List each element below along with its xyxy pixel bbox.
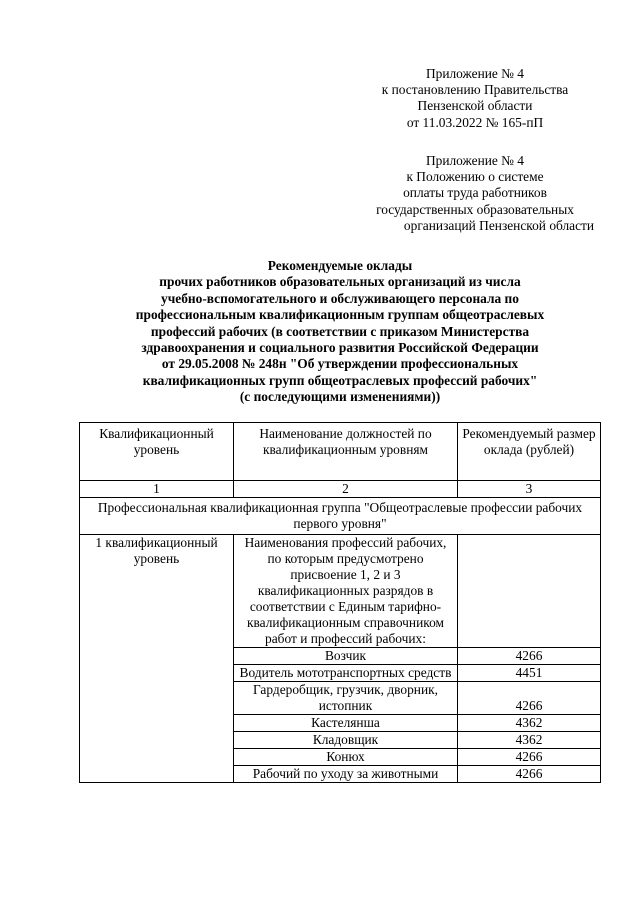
heading-line: квалификационных групп общеотраслевых профессий рабочих" [142,372,538,388]
position-name: Гардеробщик, грузчик, дворник, истопник [234,682,458,715]
position-intro: Наименования профессий рабочих, по которым предусмотрено присвоение 1, 2 и 3 квалификационных разрядов в соответствии с Единым тарифно-квалификационным справочником работ и профессий рабочих: [234,535,458,648]
header-position: Наименование должностей по квалификационным уровням [234,423,458,481]
qualification-level: 1 квалификационный уровень [80,535,234,783]
heading-line: от 29.05.2008 № 248н "Об утверждении профессиональных [161,356,519,372]
salary-value: 4266 [458,766,601,783]
appendix-line: государственных образовательных [376,201,574,217]
salary-value: 4451 [458,665,601,682]
position-name: Рабочий по уходу за животными [234,766,458,783]
salary-table-header [79,422,601,481]
position-name: Кастелянша [234,715,458,732]
column-number: 1 [80,481,234,498]
position-name: Конюх [234,749,458,766]
appendix-line: от 11.03.2022 № 165-пП [406,114,544,130]
salary-value: 4266 [458,682,601,715]
appendix-line: Приложение № 4 [425,153,525,168]
heading-line: прочих работников образовательных организаций из числа [159,274,521,290]
heading-line: Рекомендуемые оклады [267,258,413,273]
column-number: 3 [458,481,601,498]
position-name: Возчик [234,648,458,665]
appendix-line: Пензенской области [417,98,533,114]
appendix-line: оплаты труда работников [403,185,547,201]
group-row [80,498,601,535]
position-name: Водитель мототранспортных средств [234,665,458,682]
salary-value: 4266 [458,749,601,766]
heading-line: здравоохранения и социального развития Российской Федерации [141,340,539,356]
header-level: Квалификационный уровень [80,423,234,481]
heading-line: профессиональным квалификационным группам общеотраслевых [135,307,545,323]
column-number: 2 [234,481,458,498]
salary-table [79,480,601,783]
appendix-reference-resolution [360,66,590,131]
salary-value: 4266 [458,648,601,665]
group-title: Профессиональная квалификационная группа "Общеотраслевые профессии рабочих первого уровня" [80,498,601,535]
appendix-line: Приложение № 4 [425,66,525,81]
appendix-line: к постановлению Правительства [381,82,569,98]
appendix-line: к Положению о системе [406,169,544,185]
document-heading [80,258,600,406]
table-row [80,535,601,648]
salary-value: 4362 [458,715,601,732]
salary-cell [458,535,601,648]
position-name: Кладовщик [234,732,458,749]
appendix-line: организаций Пензенской области [403,217,595,233]
heading-line: профессий рабочих (в соответствии с приказом Министерства [150,323,530,339]
heading-line: (с последующими изменениями)) [239,389,441,405]
column-number-row [80,481,601,498]
appendix-reference-regulation [355,153,595,234]
heading-line: учебно-вспомогательного и обслуживающего персонала по [161,290,519,306]
header-salary: Рекомендуемый размер оклада (рублей) [458,423,601,481]
salary-value: 4362 [458,732,601,749]
